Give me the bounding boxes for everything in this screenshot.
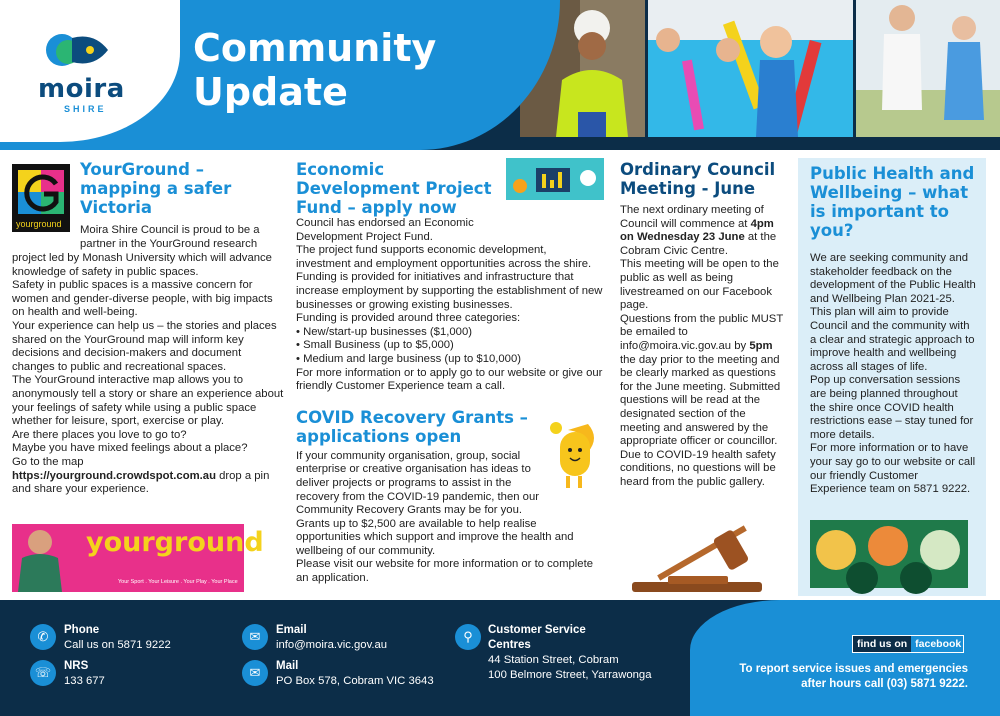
economic-bullet-2: • Small Business (up to $5,000) [296,339,454,352]
covid-p1: If your community organisation, group, social enterprise or creative organisation has ideas to deliver projects or programs to assist in the recovery from the COVID-19 pandemic, then our Community Recovery Grants may be for you. [296,449,539,517]
report-line-1: To report service issues and emergencies [739,663,968,675]
council-p3-post: the day prior to the meeting and be clearly marked as questions for the June meeting. Submitted questions will be read at the designated section of the meeting and answered by the appropriate officer or councillor. [620,353,781,448]
health-illustration [810,520,968,588]
logo-subtitle: SHIRE [64,104,107,114]
yourground-banner [12,524,264,592]
economic-p3: Funding is provided for initiatives and infrastructure that increase employment by supporting the establishment of new businesses or growing existing businesses. [296,271,603,311]
economic-covid-column [296,160,604,596]
nrs-label: NRS [64,660,89,672]
header-banner [0,0,1000,150]
council-title: Ordinary Council Meeting - June [620,160,776,198]
phone-label: Phone [64,624,100,636]
health-p3: Pop up conversation sessions are being planned throughout the shire once COVID health restrictions ease – stay tuned for more details. [810,374,974,441]
nrs-value: 133 677 [64,675,105,687]
economic-p1: Council has endorsed an Economic Development Project Fund. [296,217,474,243]
council-p1-pre: The next ordinary meeting of Council will commence at [620,204,764,230]
council-deadline: 5pm [749,339,773,352]
photo-seniors-walking [856,0,1000,137]
health-p4: For more information or to have your say go to our website or call our friendly Customer Experience team on 5871 9222. [810,442,976,496]
centres-label-2: Centres [488,639,531,651]
economic-title: Economic Development Project Fund – apply now [296,160,492,217]
public-health-article [798,158,986,596]
yourground-body [12,252,284,497]
yourground-map-link[interactable]: https://yourground.crowdspot.com.au [12,469,216,482]
covid-title: COVID Recovery Grants – applications open [296,407,528,446]
facebook-badge[interactable] [852,635,964,653]
footer-nrs [64,659,105,689]
moira-logo-icon [42,28,112,72]
council-p3-pre: Questions from the public MUST be emailed to info@moira.vic.gov.au by [620,312,784,352]
health-title: Public Health and Wellbeing – what is important to you? [810,164,975,240]
economic-p5: For more information or to apply go to our website or give our friendly Customer Experience team a call. [296,366,603,393]
facebook-find-text: find us on [853,636,911,652]
council-meeting-article [620,160,788,596]
yourground-p3: Your experience can help us – the stories and places shared on the YourGround map will inform key decisions and decision-makers and document changes to public and recreational spaces. [12,319,277,373]
yourground-article [12,160,284,596]
footer-report-panel [690,600,1000,716]
centre-cobram: 44 Station Street, Cobram [488,654,619,666]
yourground-p7 [12,456,284,497]
mail-icon: ✉ [242,660,268,686]
mail-value: PO Box 578, Cobram VIC 3643 [276,675,434,687]
council-p1 [620,204,788,258]
footer-service-centres [488,623,651,683]
centre-yarrawonga: 100 Belmore Street, Yarrawonga [488,669,652,681]
yourground-logo [12,164,70,232]
economic-p4: Funding is provided around three categories: [296,312,521,325]
health-p2: This plan will aim to provide Council and the community with a clear and strategic approach to improve health and wellbeing across all stages of life. [810,306,975,373]
yourground-intro: Moira Shire Council is proud to be a partner in the YourGround research [80,224,260,250]
council-p1-post: at the Cobram Civic Centre. [620,231,777,257]
report-line-2: after hours call (03) 5871 9222. [801,678,968,690]
email-value[interactable]: info@moira.vic.gov.au [276,639,388,651]
yourground-p2: Safety in public spaces is a massive concern for women and gender-diverse people, with big impacts on health and well-being. [12,279,273,319]
council-meeting-time: 4pm on Wednesday 23 June [620,217,774,244]
yourground-p5: Are there places you love to go to? [12,428,187,441]
economic-p2: The project fund supports economic development, investment and employment opportunities across the shire. [296,244,592,270]
yourground-p7-post: drop a pin and share your experience. [12,469,270,496]
report-issues-text [700,662,968,692]
email-icon: ✉ [242,624,268,650]
dollar-character-icon [548,418,600,496]
yourground-p6: Maybe you have mixed feelings about a place? [12,442,248,455]
economic-bullet-3: • Medium and large business (up to $10,000) [296,352,522,365]
economic-illustration [506,158,604,200]
yourground-p1: project led by Monash University which will advance knowledge of safety in public spaces. [12,252,272,278]
centres-label-1: Customer Service [488,624,586,636]
page-title [193,26,436,114]
health-body [810,252,976,497]
yourground-title: YourGround – mapping a safer Victoria [80,160,232,217]
facebook-name: facebook [915,638,962,650]
location-icon: ⚲ [455,624,481,650]
banner-word: yourground [86,527,264,558]
footer-phone [64,623,171,653]
phone-value[interactable]: Call us on 5871 9222 [64,639,171,651]
gavel-icon [632,532,772,596]
footer-mail [276,659,434,689]
council-p4: Due to COVID-19 health safety conditions, no questions will be heard from the public gallery. [620,448,776,488]
covid-p2: Grants up to $2,500 are available to help realise opportunities which support and improve the health and wellbeing of our community. [296,517,574,557]
yourground-p4: The YourGround interactive map allows you to anonymously tell a story or share an experience about your feelings of safety while using a public space whether for leisure, sport, exercise or play. [12,374,284,428]
council-body [620,204,788,489]
council-p3 [620,313,788,449]
logo-wordmark: moira [38,74,125,104]
economic-bullet-1: • New/start-up businesses ($1,000) [296,325,473,338]
covid-p3: Please visit our website for more information or to complete an application. [296,558,593,585]
banner-tagline: Your Sport . Your Leisure . Your Play . Your Place [118,579,238,585]
mail-label: Mail [276,660,299,672]
yourground-p7-pre: Go to the map [12,455,84,468]
email-label: Email [276,624,307,636]
phone-icon: ✆ [30,624,56,650]
nrs-icon: ☏ [30,660,56,686]
footer-email [276,623,387,653]
title-line-2: Update [193,70,348,114]
health-p1: We are seeking community and stakeholder feedback on the development of the Public Health and Wellbeing Plan 2021-25. [810,252,976,305]
council-p2: This meeting will be open to the public as well as being livestreamed on our Facebook page. [620,258,779,312]
photo-swimming-pool [648,0,853,137]
title-line-1: Community [193,26,437,70]
yourground-logo-text: yourground [16,219,62,229]
